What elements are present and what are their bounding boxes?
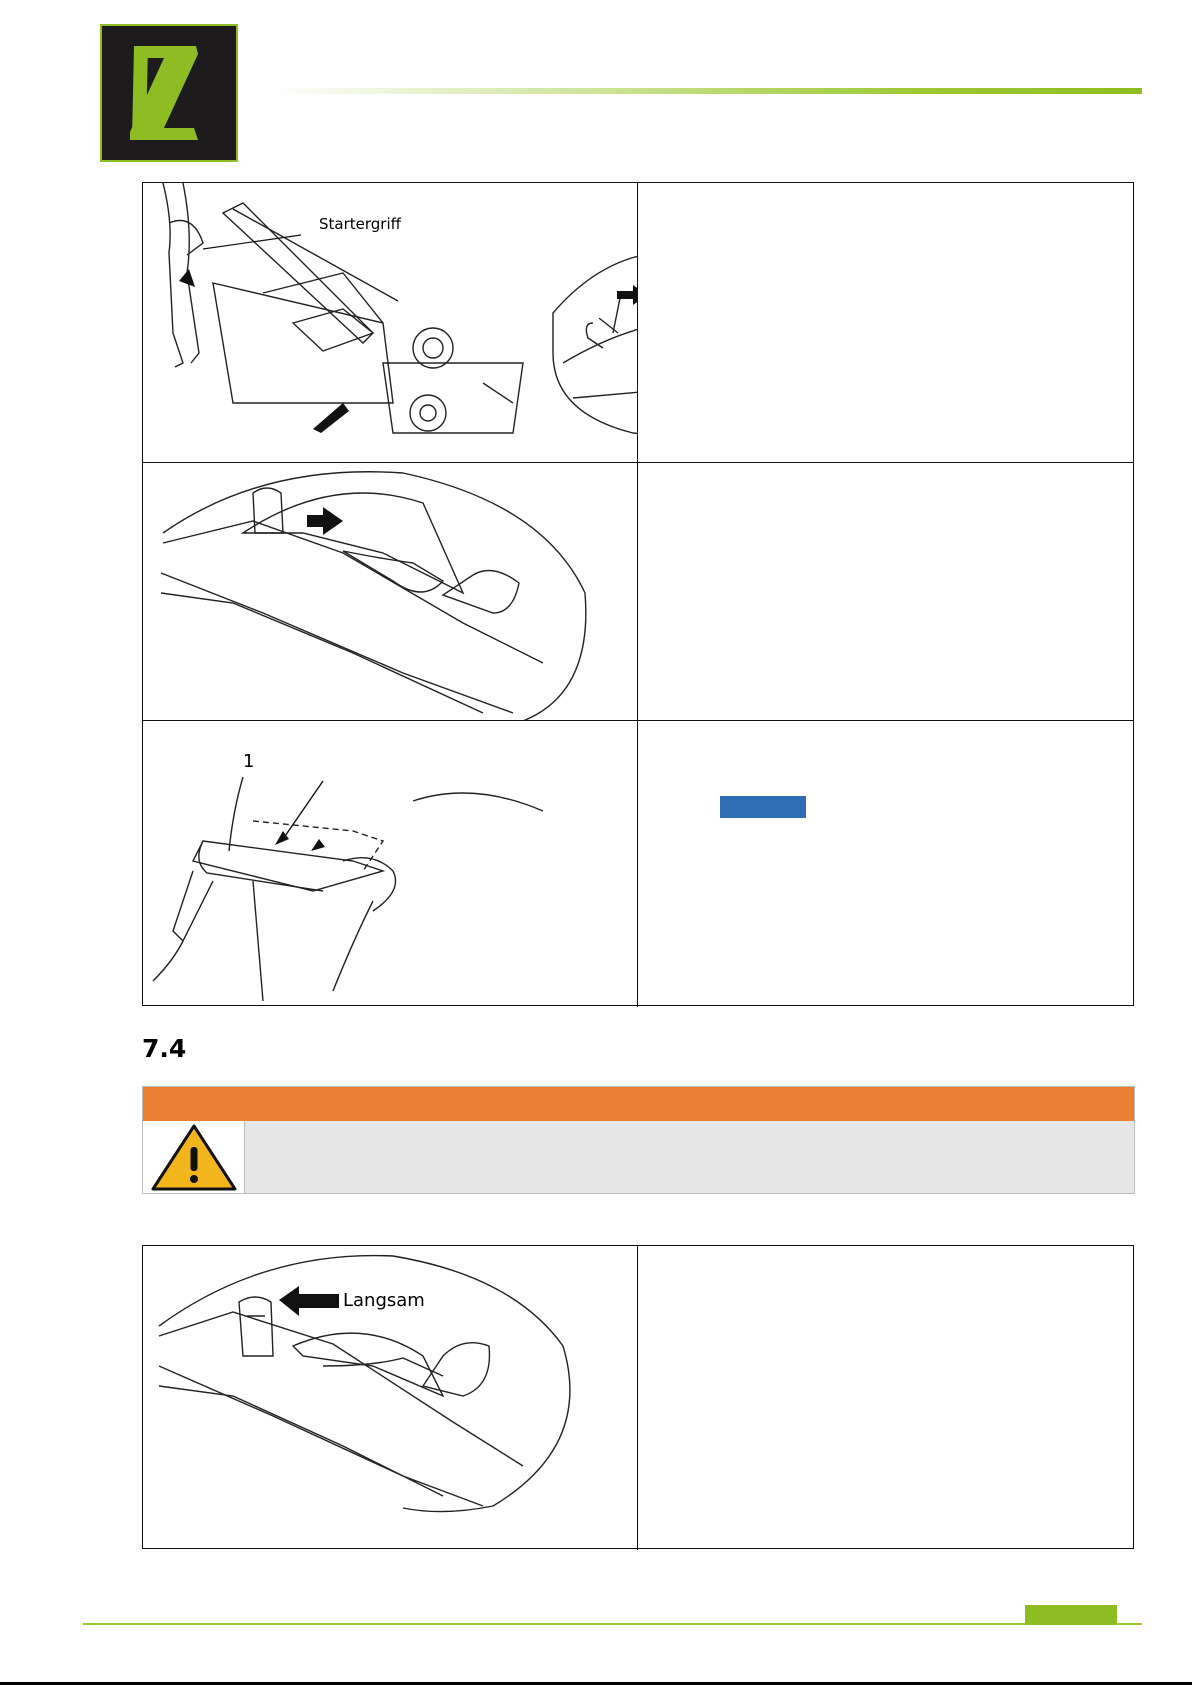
instruction-table-2 (142, 1245, 1134, 1549)
instruction-text-cell (638, 183, 1133, 462)
instruction-text-cell (638, 463, 1133, 720)
brand-logo (100, 24, 238, 162)
throttle-slow-illustration (143, 1246, 638, 1550)
z-logo-icon (100, 24, 238, 162)
figure-starter-grip (143, 183, 638, 462)
section-heading: 7.4 (142, 1034, 187, 1063)
warning-header (143, 1087, 1134, 1121)
slow-label: Langsam (343, 1290, 425, 1311)
warning-body (245, 1121, 1134, 1193)
figure-throttle-lever (143, 463, 638, 720)
figure-throttle-slow (143, 1246, 638, 1550)
throttle-lever-illustration (143, 463, 638, 720)
figure-safety-bar (143, 721, 638, 1007)
footer-rule (83, 1623, 1142, 1625)
instruction-text-cell (638, 721, 1133, 1007)
table-row (143, 183, 1133, 463)
instruction-table-1 (142, 182, 1134, 1006)
warning-box (142, 1086, 1135, 1194)
table-row (143, 463, 1133, 721)
instruction-text-cell (638, 1246, 1133, 1550)
lawnmower-illustration (143, 183, 638, 462)
header-rule (270, 88, 1142, 94)
highlight-marker (720, 796, 806, 818)
handle-number-label: 1 (243, 751, 255, 772)
page-number-tab (1025, 1605, 1117, 1625)
warning-triangle-icon (143, 1121, 245, 1193)
starter-grip-label: Startergriff (319, 215, 401, 233)
table-row (143, 721, 1133, 1007)
warning-icon-cell (143, 1121, 245, 1193)
table-row (143, 1246, 1133, 1550)
safety-bar-illustration (143, 721, 638, 1007)
